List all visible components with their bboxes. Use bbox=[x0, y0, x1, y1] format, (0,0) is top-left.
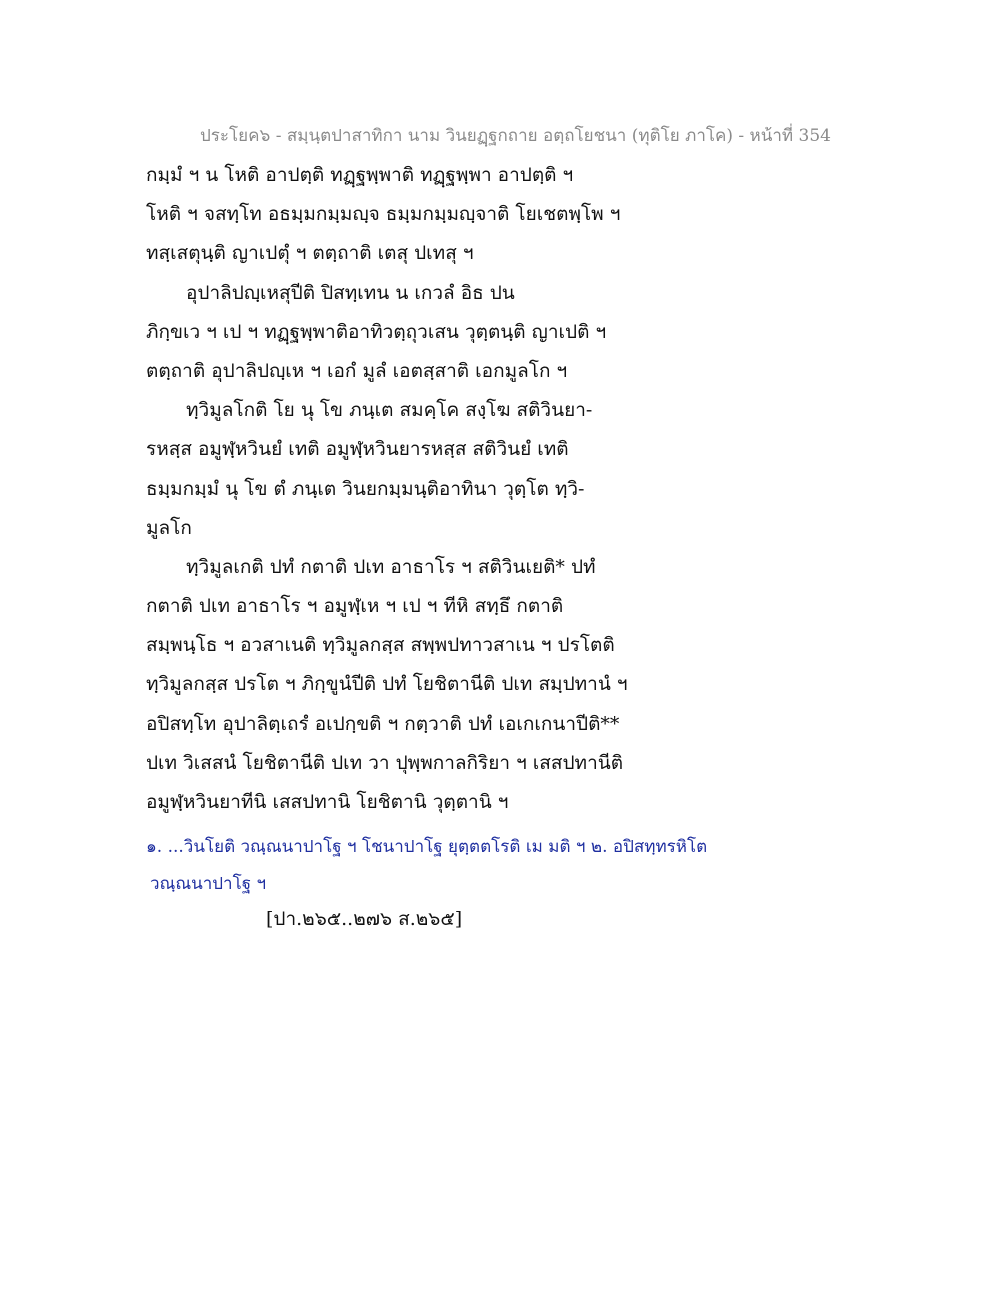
body-text bbox=[146, 160, 906, 826]
text-line: อมูฬฺหวินยาทีนิ เสสปทานิ โยชิตานิ วุตฺตานิ ฯ bbox=[146, 791, 509, 813]
text-line: อปิสทฺโท อุปาลิตฺเถรํ อเปกฺขติ ฯ กตฺวาติ ปทํ เอเกเกนาปีติ** bbox=[146, 712, 620, 735]
text-line: โหติ ฯ จสทฺโท อธมฺมกมฺมญฺจ ธมฺมกมฺมญฺจาติ โยเชตพฺโพ ฯ bbox=[146, 203, 621, 226]
footnote-line: วณฺณนาปาโฐ ฯ bbox=[150, 874, 267, 894]
text-line: กมฺมํ ฯ น โหติ อาปตฺติ ทฏฺฐพฺพาติ ทฏฺฐพฺพา อาปตฺติ ฯ bbox=[146, 164, 574, 186]
text-line: ทฺวิมูลเกติ ปทํ กตาติ ปเท อาธาโร ฯ สติวินเยติ* ปทํ bbox=[186, 555, 596, 578]
text-line: ปเท วิเสสนํ โยชิตานีติ ปเท วา ปุพฺพกาลกิริยา ฯ เสสปทานีติ bbox=[146, 751, 624, 774]
footnotes bbox=[146, 834, 906, 908]
page-header: ประโยค๖ - สมฺนฺตปาสาทิกา นาม วินยฏฺฐกถาย อตฺถโยชนา (ทุติโย ภาโค) - หน้าที่ 354 bbox=[200, 126, 831, 146]
text-line: อุปาลิปญฺเหสุปีติ ปิสทฺเทน น เกวลํ อิธ ปน bbox=[186, 281, 515, 304]
footnote-line: ๑. ...วินโยติ วณฺณนาปาโฐ ฯ โชนาปาโฐ ยุตฺตตโรติ เม มติ ฯ ๒. อปิสทฺทรหิโต bbox=[146, 837, 708, 857]
text-line: กตาติ ปเท อาธาโร ฯ อมูฬฺเห ฯ เป ฯ ทีหิ สทฺธึ กตาติ bbox=[146, 595, 564, 618]
text-line: ทฺวิมูลโกติ โย นุ โข ภนฺเต สมคฺโค สงฺโฆ สติวินยา- bbox=[186, 399, 593, 422]
text-line: รหสฺส อมูฬฺหวินยํ เทติ อมูฬฺหวินยารหสฺส สติวินยํ เทติ bbox=[146, 438, 569, 461]
page-reference: [ปา.๒๖๕..๒๗๖ ส.๒๖๕] bbox=[266, 908, 463, 930]
text-line: ภิกฺขเว ฯ เป ฯ ทฏฺฐพฺพาติอาทิวตฺถุวเสน วุตฺตนฺติ ญาเปติ ฯ bbox=[146, 320, 607, 343]
text-line: ทสฺเสตุนฺติ ญาเปตุํ ฯ ตตฺถาติ เตสุ ปเทสุ ฯ bbox=[146, 242, 474, 265]
text-line: ธมฺมกมฺมํ นุ โข ตํ ภนฺเต วินยกมฺมนฺติอาทินา วุตฺโต ทฺวิ- bbox=[146, 477, 585, 500]
text-line: สมฺพนฺโธ ฯ อวสาเนติ ทฺวิมูลกสฺส สพฺพปทาวสาเน ฯ ปรโตติ bbox=[146, 634, 615, 657]
text-line: มูลโก bbox=[146, 516, 192, 539]
text-line: ตตฺถาติ อุปาลิปญฺเห ฯ เอกํ มูลํ เอตสฺสาติ เอกมูลโก ฯ bbox=[146, 359, 568, 382]
text-line: ทฺวิมูลกสฺส ปรโต ฯ ภิกฺขูนํปีติ ปทํ โยชิตานีติ ปเท สมฺปทานํ ฯ bbox=[146, 673, 628, 696]
